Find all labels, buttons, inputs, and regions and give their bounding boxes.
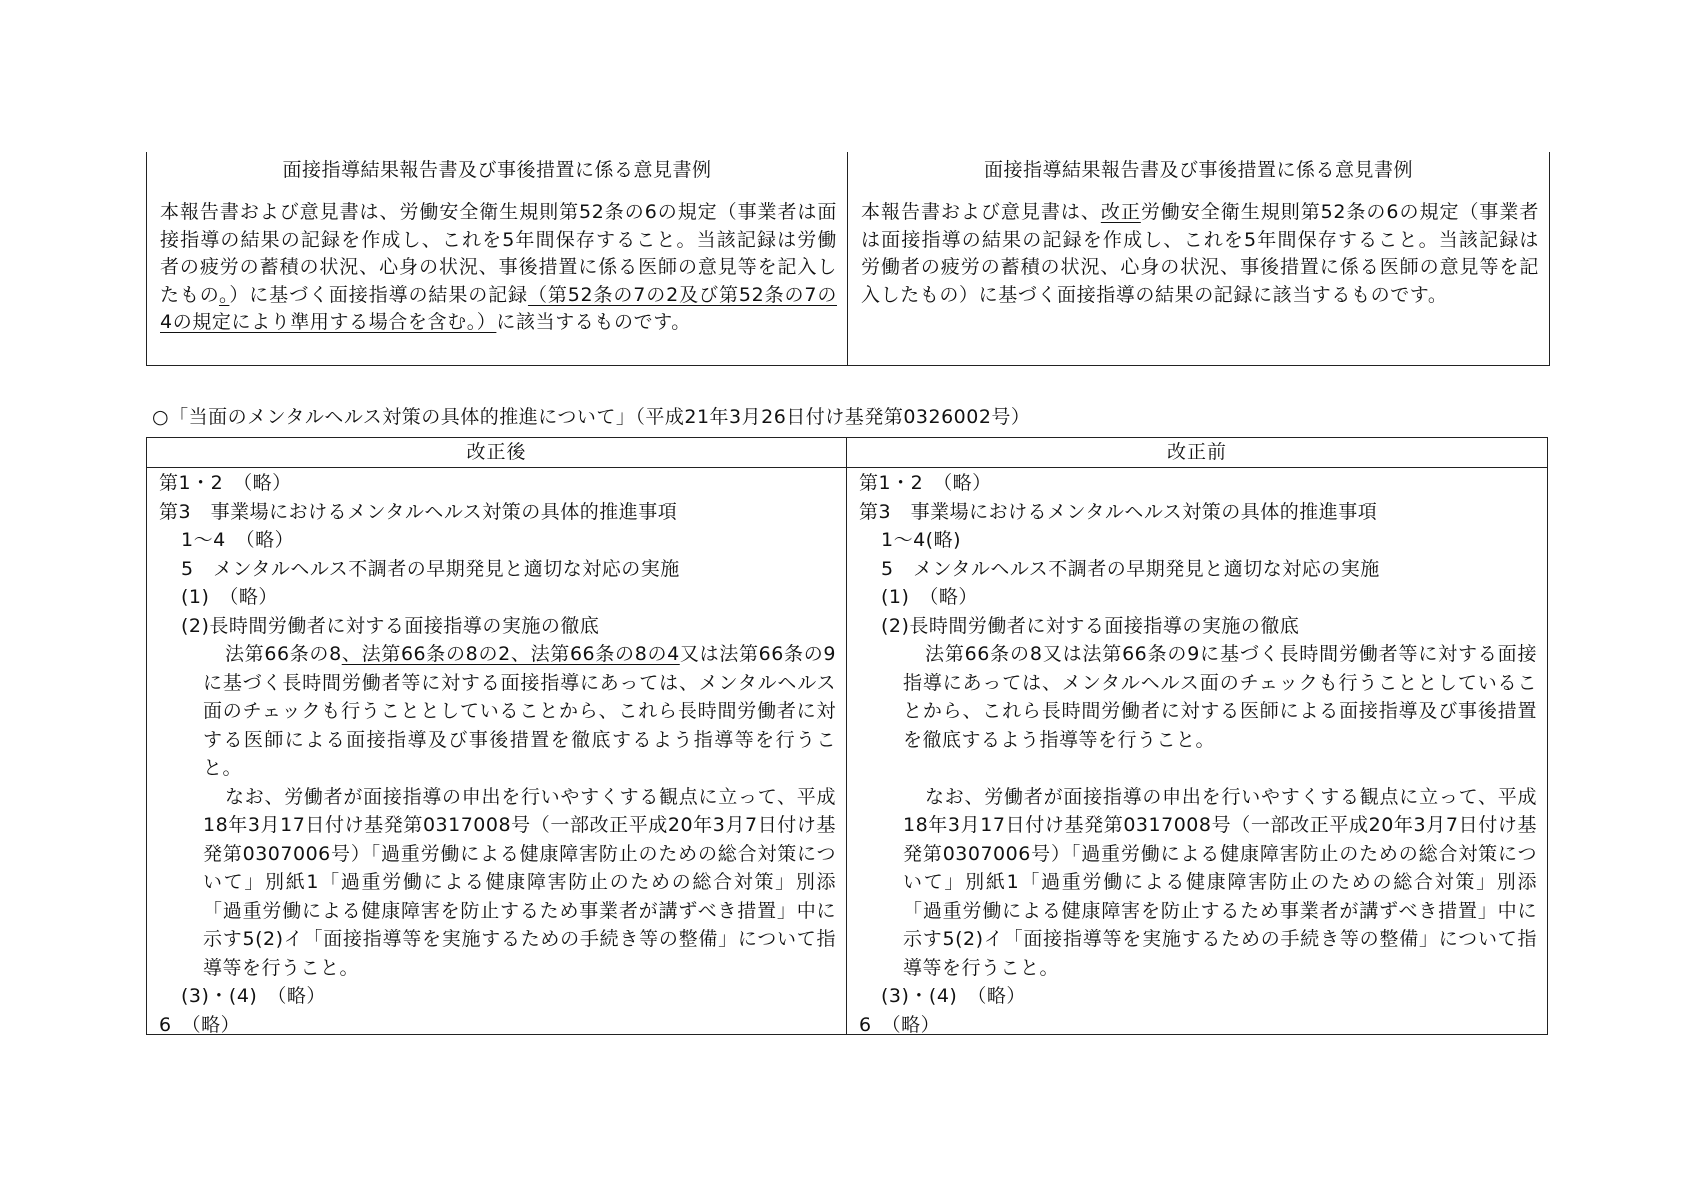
underlined-amendment-text: 。 xyxy=(218,283,230,306)
table-header-row xyxy=(147,438,1547,468)
underlined-amendment-text: （第52条の7の2及び第52条の7の4の規定により準用する場合を含む。） xyxy=(160,283,837,333)
item-line: 1～4 （略） xyxy=(181,529,295,551)
report-cell-original xyxy=(848,152,1549,365)
item-line: 第3 事業場におけるメンタルヘルス対策の具体的推進事項 xyxy=(159,500,678,523)
item-line: (2)長時間労働者に対する面接指導の実施の徹底 xyxy=(181,614,600,637)
report-cell-body xyxy=(848,199,1549,309)
report-cell-title: 面接指導結果報告書及び事後措置に係る意見書例 xyxy=(983,159,1413,181)
paragraph-body: なお、労働者が面接指導の申出を行いやすくする観点に立って、平成18年3月17日付け基発第0317008号（一部改正平成20年3月7日付け基発第0307006号）「過重労働による健康障害防止のための総合対策について」別紙1「過重労働による健康障害防止のための総合対策」別添「過重労働による健康障害を防止するため事業者が講ずべき措置」中に示す5(2)イ「面接指導等を実施するための手続き等の整備」について指導等を行うこと。 xyxy=(203,785,836,979)
item-line: (1) （略） xyxy=(881,586,978,608)
text-segment: に該当するものです。 xyxy=(496,311,691,333)
text-segment: ）に基づく面接指導の結果の記録 xyxy=(229,283,528,306)
section-heading: ○「当面のメンタルヘルス対策の具体的推進について」（平成21年3月26日付け基発第0326002号） xyxy=(152,406,1031,428)
text-segment: 本報告書および意見書は、労働安全衛生規則第52条の6の規定（事業者は面接指導の結果の記録を作成し、これを5年間保存すること。当該記録は労働者の疲労の蓄積の状況、心身の状況、事後措置に係る医師の意見等を記入したもの xyxy=(160,201,837,306)
text-segment: 又は法第66条の9に基づく長時間労働者等に対する面接指導にあっては、メンタルヘルス面のチェックも行うこととしていることから、これら長時間労働者に対する医師による面接指導及び事後措置を徹底するよう指導等を行うこと。 xyxy=(203,643,836,779)
amendment-comparison-table xyxy=(146,437,1548,1035)
paragraph-body xyxy=(147,640,846,783)
text-segment: 法第66条の8 xyxy=(225,643,342,665)
item-line: 6 （略） xyxy=(159,1013,241,1036)
column-header-original: 改正前 xyxy=(1166,441,1227,463)
report-comparison-table xyxy=(146,152,1550,366)
paragraph-body: なお、労働者が面接指導の申出を行いやすくする観点に立って、平成18年3月17日付け基発第0317008号（一部改正平成20年3月7日付け基発第0307006号）「過重労働による健康障害防止のための総合対策について」別紙1「過重労働による健康障害防止のための総合対策」別添「過重労働による健康障害を防止するため事業者が講ずべき措置」中に示す5(2)イ「面接指導等を実施するための手続き等の整備」について指導等を行うこと。 xyxy=(903,785,1537,979)
item-line: 5 メンタルヘルス不調者の早期発見と適切な対応の実施 xyxy=(181,557,680,580)
item-line: (2)長時間労働者に対する面接指導の実施の徹底 xyxy=(881,614,1300,637)
paragraph-body: 法第66条の8又は法第66条の9に基づく長時間労働者等に対する面接指導にあっては、メンタルヘルス面のチェックも行うこととしていることから、これら長時間労働者に対する医師による面接指導及び事後措置を徹底するよう指導等を行うこと。 xyxy=(903,643,1537,751)
report-cell-title: 面接指導結果報告書及び事後措置に係る意見書例 xyxy=(282,159,712,181)
text-segment: 本報告書および意見書は、 xyxy=(861,201,1101,223)
text-segment: 労働安全衛生規則第52条の6の規定（事業者は面接指導の結果の記録を作成し、これを5年間保存すること。当該記録は労働者の疲労の蓄積の状況、心身の状況、事後措置に係る医師の意見等を記入したもの）に基づく面接指導の結果の記録に該当するものです。 xyxy=(861,201,1540,306)
column-header-revised: 改正後 xyxy=(147,438,847,467)
item-line: 6 （略） xyxy=(859,1013,941,1036)
column-revised xyxy=(147,468,847,1035)
item-line: 5 メンタルヘルス不調者の早期発見と適切な対応の実施 xyxy=(881,557,1380,580)
item-line: (3)・(4) （略） xyxy=(881,985,1026,1007)
underlined-amendment-text: 改正 xyxy=(1100,201,1141,223)
item-line: 第1・2 （略） xyxy=(159,472,292,494)
table-body-row xyxy=(147,468,1547,1035)
item-line: 第3 事業場におけるメンタルヘルス対策の具体的推進事項 xyxy=(859,500,1378,523)
item-line: (3)・(4) （略） xyxy=(181,985,326,1007)
item-line: (1) （略） xyxy=(181,586,278,608)
report-cell-revised xyxy=(147,152,848,365)
underlined-amendment-text: 、法第66条の8の2、法第66条の8の4 xyxy=(341,643,680,665)
item-line: 1～4(略) xyxy=(881,529,962,551)
item-line: 第1・2 （略） xyxy=(859,472,992,494)
column-original xyxy=(847,468,1547,1035)
report-cell-body xyxy=(147,199,847,337)
